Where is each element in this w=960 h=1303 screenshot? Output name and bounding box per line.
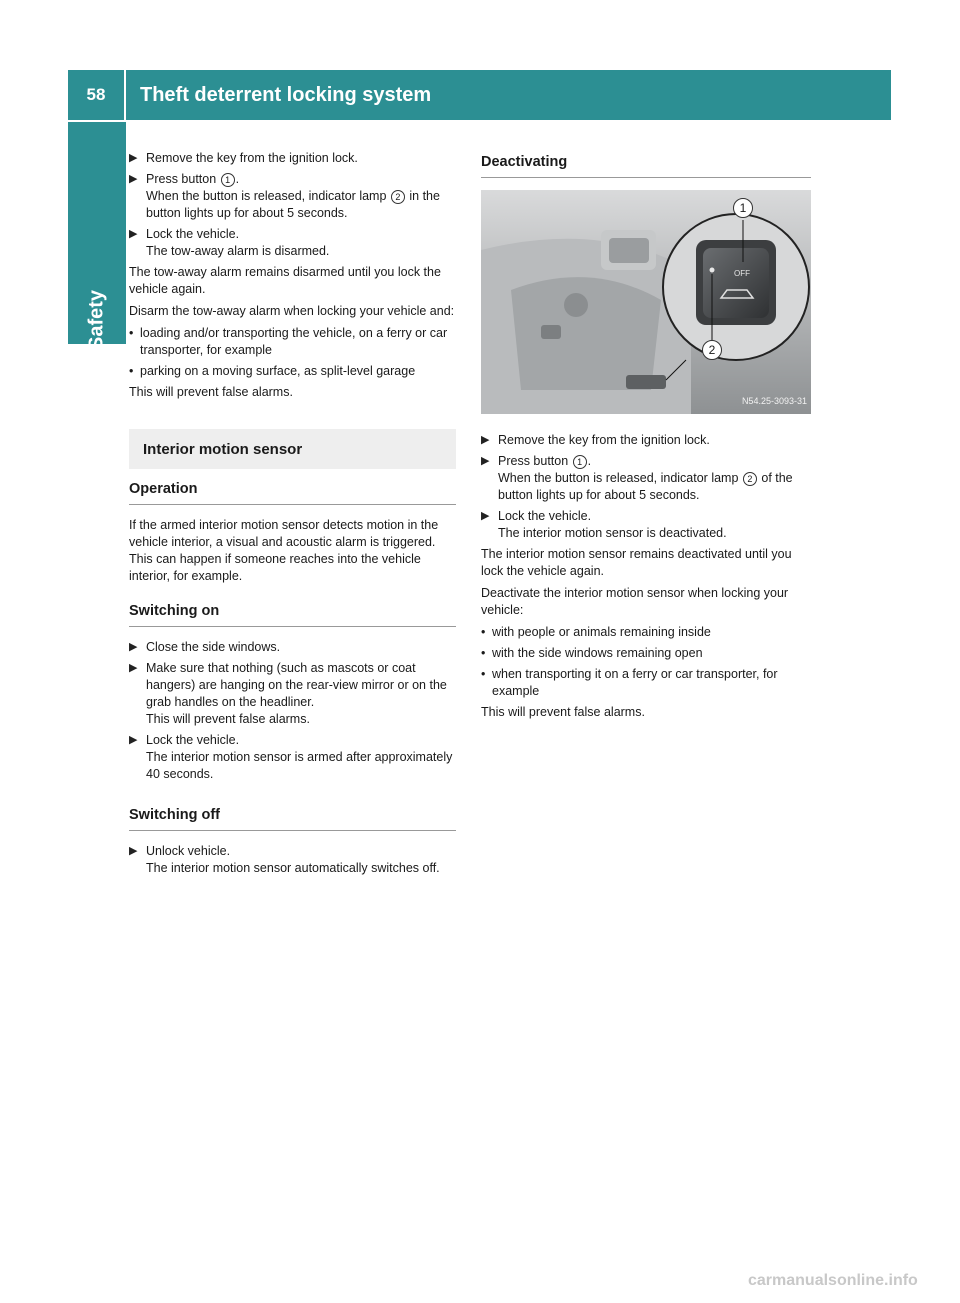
left-column <box>129 150 456 881</box>
bullet-item: • loading and/or transporting the vehicle, on a ferry or car transporter, for example <box>129 325 456 359</box>
section-tab-label-wrap <box>82 289 112 351</box>
step-note <box>146 188 456 222</box>
step-note: This will prevent false alarms. <box>146 712 310 726</box>
section-heading-box <box>129 429 456 469</box>
step-text: Remove the key from the ignition lock. <box>498 433 710 447</box>
instruction-step <box>129 171 456 222</box>
subheading-switching-off: Switching off <box>129 803 456 831</box>
callout-ref: 2 <box>391 190 405 204</box>
step-arrow-icon: ▶ <box>129 641 138 653</box>
paragraph: If the armed interior motion sensor detects motion in the vehicle interior, a visual and acoustic alarm is triggered. This can happen if someone reaches into the vehicle interior, for example. <box>129 518 439 583</box>
instruction-step <box>481 432 811 449</box>
section-tab-label: Safety <box>85 289 108 351</box>
step-note <box>498 470 811 504</box>
callout-ref: 2 <box>743 472 757 486</box>
instruction-step <box>129 639 456 656</box>
instruction-step <box>481 453 811 504</box>
step-text-end: . <box>235 172 240 186</box>
bullet-item: • with people or animals remaining inside <box>481 624 811 641</box>
subheading-switching-on: Switching on <box>129 599 456 627</box>
instruction-step <box>129 150 456 167</box>
step-text: Unlock vehicle. <box>146 844 231 858</box>
subheading-deactivating: Deactivating <box>481 150 811 178</box>
callout-ref: 1 <box>221 173 235 187</box>
step-arrow-icon: ▶ <box>129 662 138 674</box>
step-arrow-icon: ▶ <box>129 173 138 185</box>
note-end: of the button lights up for about 5 seconds. <box>498 471 793 502</box>
step-arrow-icon: ▶ <box>129 734 138 746</box>
footer-watermark: carmanualsonline.info <box>748 1272 918 1289</box>
callout-1: 1 <box>733 198 753 218</box>
step-text-start: Press button <box>498 454 572 468</box>
step-arrow-icon: ▶ <box>481 434 490 446</box>
callout-2: 2 <box>702 340 722 360</box>
step-text-start: Press button <box>146 172 220 186</box>
step-text: Lock the vehicle. <box>146 227 240 241</box>
step-note: The interior motion sensor automatically switches off. <box>146 861 440 875</box>
off-label: OFF <box>734 269 750 278</box>
note-start: When the button is released, indicator lamp <box>146 189 390 203</box>
note-start: When the button is released, indicator lamp <box>498 471 742 485</box>
subheading-operation: Operation <box>129 477 456 505</box>
step-text-end: . <box>587 454 592 468</box>
paragraph: Deactivate the interior motion sensor when locking your vehicle: <box>481 586 789 617</box>
step-arrow-icon: ▶ <box>481 455 490 467</box>
section-heading: Interior motion sensor <box>143 440 303 458</box>
figure-code: N54.25-3093-31 <box>741 396 807 406</box>
console-illustration <box>481 190 811 414</box>
step-arrow-icon: ▶ <box>129 228 138 240</box>
note-end: in the button lights up for about 5 seconds. <box>146 189 440 220</box>
step-text: Make sure that nothing (such as mascots or coat hangers) are hanging on the rear-view mirror or on the grab handles on the headliner. <box>146 661 447 709</box>
bullet-item: • with the side windows remaining open <box>481 645 811 662</box>
step-text: Lock the vehicle. <box>498 509 592 523</box>
instruction-step <box>129 226 456 260</box>
right-column <box>481 150 811 726</box>
paragraph: This will prevent false alarms. <box>481 705 645 719</box>
step-arrow-icon: ▶ <box>481 510 490 522</box>
instruction-step <box>481 508 811 542</box>
paragraph: The tow-away alarm remains disarmed until you lock the vehicle again. <box>129 265 441 296</box>
instruction-step <box>129 843 456 877</box>
step-note: The tow-away alarm is disarmed. <box>146 244 330 258</box>
step-note: The interior motion sensor is armed after approximately 40 seconds. <box>146 750 453 781</box>
step-arrow-icon: ▶ <box>129 845 138 857</box>
page-number: 58 <box>68 70 126 120</box>
callout-ref: 1 <box>573 455 587 469</box>
instruction-step <box>129 660 456 728</box>
bullet-item: • parking on a moving surface, as split-level garage <box>129 363 456 380</box>
bullet-item: • when transporting it on a ferry or car transporter, for example <box>481 666 811 700</box>
step-arrow-icon: ▶ <box>129 152 138 164</box>
step-text: Lock the vehicle. <box>146 733 240 747</box>
paragraph: Disarm the tow-away alarm when locking your vehicle and: <box>129 304 455 318</box>
step-text: Remove the key from the ignition lock. <box>146 151 358 165</box>
header-bar <box>68 70 891 120</box>
step-text: Close the side windows. <box>146 640 281 654</box>
page-title: Theft deterrent locking system <box>140 83 432 106</box>
figure-overhead-console <box>481 190 811 414</box>
instruction-step <box>129 732 456 783</box>
paragraph: The interior motion sensor remains deactivated until you lock the vehicle again. <box>481 547 792 578</box>
paragraph: This will prevent false alarms. <box>129 385 293 399</box>
step-note: The interior motion sensor is deactivated. <box>498 526 727 540</box>
